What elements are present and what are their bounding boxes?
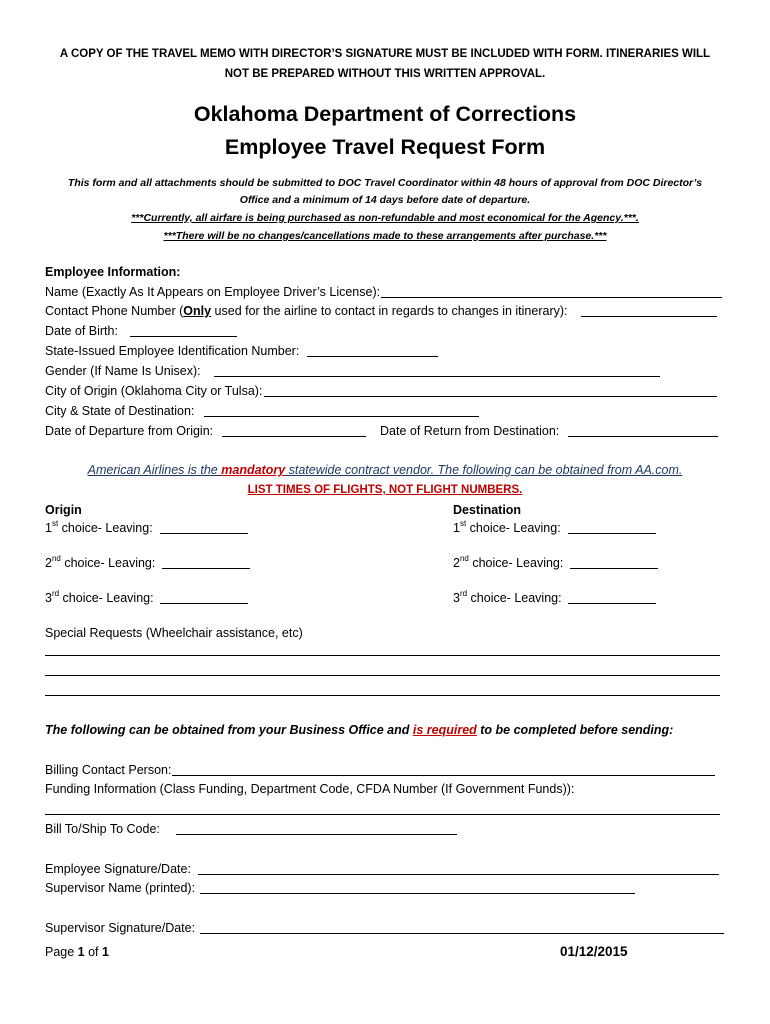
funding-info-field[interactable] [45,814,720,815]
destination-choice-3-field[interactable] [568,603,656,604]
bill-to-field[interactable] [176,834,457,835]
origin-city-field[interactable] [264,396,717,397]
origin-choice-1-label: 1st choice- Leaving: [45,519,153,535]
form-date: 01/12/2015 [560,944,628,959]
billing-contact-field[interactable] [172,775,715,776]
origin-city-label: City of Origin (Oklahoma City or Tulsa): [45,384,263,398]
supervisor-signature-field[interactable] [200,933,724,934]
name-label: Name (Exactly As It Appears on Employee Driver’s License): [45,285,381,299]
destination-choice-2-label: 2nd choice- Leaving: [453,554,564,570]
business-office-notice: The following can be obtained from your Business Office and is required to be completed before sending: [45,723,674,737]
page-number: Page 1 of 1 [45,945,109,959]
intro-line-1: This form and all attachments should be submitted to DOC Travel Coordinator within 48 hours of approval from DOC Director’s [67,177,703,189]
phone-label: Contact Phone Number (Only used for the airline to contact in regards to changes in itinerary): [45,304,568,318]
destination-label: City & State of Destination: [45,404,195,418]
notice-line-2: NOT BE PREPARED WITHOUT THIS WRITTEN APPROVAL. [224,68,546,80]
gender-label: Gender (If Name Is Unisex): [45,364,201,378]
destination-choice-3-label: 3rd choice- Leaving: [453,589,562,605]
special-requests-line-2[interactable] [45,675,720,676]
phone-field[interactable] [581,316,717,317]
bill-to-label: Bill To/Ship To Code: [45,822,160,836]
supervisor-name-field[interactable] [200,893,635,894]
origin-choice-2-field[interactable] [162,568,250,569]
destination-field[interactable] [204,416,479,417]
intro-line-4: ***There will be no changes/cancellations made to these arrangements after purchase.*** [163,230,607,242]
departure-label: Date of Departure from Origin: [45,424,214,438]
state-id-field[interactable] [307,356,438,357]
destination-heading: Destination [453,503,522,517]
return-field[interactable] [568,436,718,437]
employee-info-heading: Employee Information: [45,265,181,279]
origin-heading: Origin [45,503,82,517]
special-requests-line-3[interactable] [45,695,720,696]
special-requests-label: Special Requests (Wheelchair assistance, etc) [45,626,303,640]
departure-field[interactable] [222,436,366,437]
gender-field[interactable] [214,376,660,377]
name-field[interactable] [381,297,722,298]
intro-line-3: ***Currently, all airfare is being purchased as non-refundable and most economical for the Agency.***. [131,212,639,224]
airline-notice: American Airlines is the mandatory statewide contract vendor. The following can be obtained from AA.com. [87,463,683,477]
destination-choice-1-label: 1st choice- Leaving: [453,519,561,535]
billing-contact-label: Billing Contact Person: [45,763,172,777]
supervisor-signature-label: Supervisor Signature/Date: [45,921,196,935]
return-label: Date of Return from Destination: [380,424,560,438]
destination-choice-2-field[interactable] [570,568,658,569]
funding-info-label: Funding Information (Class Funding, Department Code, CFDA Number (If Government Funds)): [45,782,575,796]
special-requests-line-1[interactable] [45,655,720,656]
origin-choice-1-field[interactable] [160,533,248,534]
notice-line-1: A COPY OF THE TRAVEL MEMO WITH DIRECTOR’S SIGNATURE MUST BE INCLUDED WITH FORM. ITINERARIES WILL [59,48,711,60]
origin-choice-3-label: 3rd choice- Leaving: [45,589,154,605]
intro-line-2: Office and a minimum of 14 days before date of departure. [239,194,531,206]
employee-signature-field[interactable] [198,874,719,875]
dob-field[interactable] [130,336,237,337]
destination-choice-1-field[interactable] [568,533,656,534]
form-title-line-2: Employee Travel Request Form [224,135,546,159]
form-title-line-1: Oklahoma Department of Corrections [193,102,577,126]
supervisor-name-label: Supervisor Name (printed): [45,881,196,895]
dob-label: Date of Birth: [45,324,118,338]
origin-choice-3-field[interactable] [160,603,248,604]
employee-signature-label: Employee Signature/Date: [45,862,191,876]
origin-choice-2-label: 2nd choice- Leaving: [45,554,156,570]
list-times-notice: LIST TIMES OF FLIGHTS, NOT FLIGHT NUMBERS. [247,484,523,496]
state-id-label: State-Issued Employee Identification Number: [45,344,300,358]
